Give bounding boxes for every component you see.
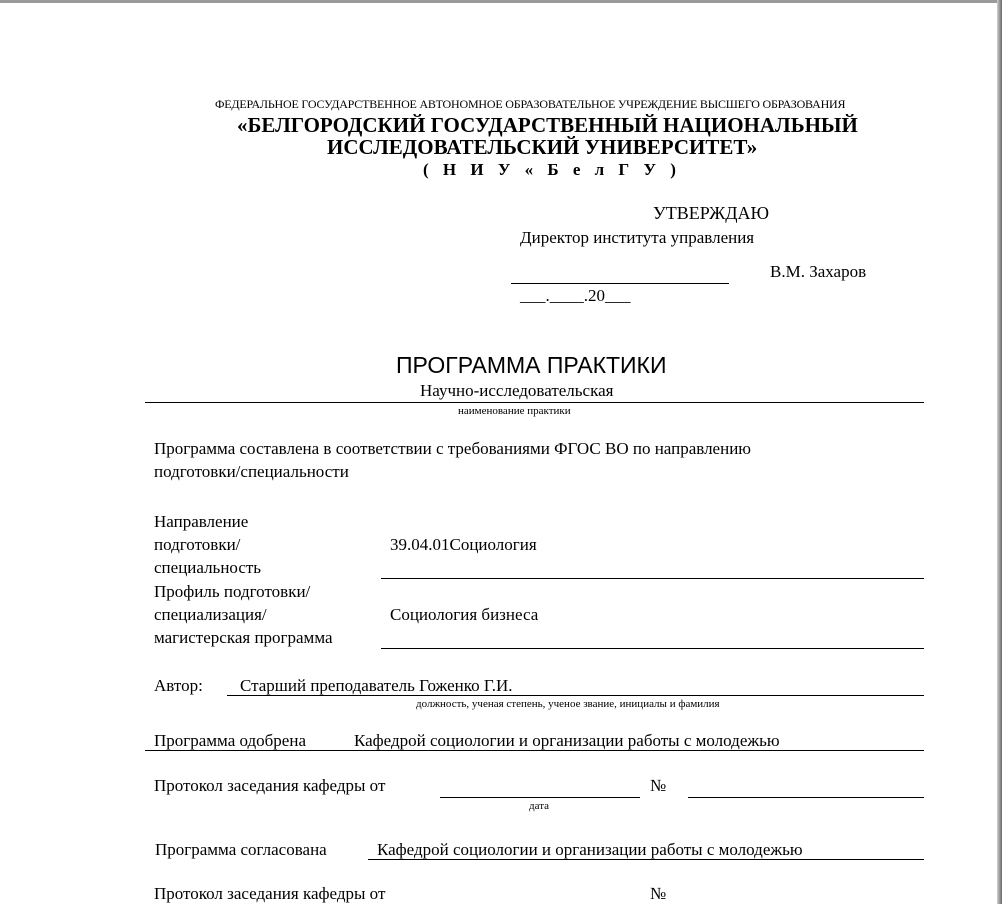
institution-type: ФЕДЕРАЛЬНОЕ ГОСУДАРСТВЕННОЕ АВТОНОМНОЕ ОБРАЗОВАТЕЛЬНОЕ УЧРЕЖДЕНИЕ ВЫСШЕГО ОБРАЗОВАНИЯ <box>215 97 846 111</box>
practice-name: Научно-исследовательская <box>420 381 614 400</box>
institution-abbr: ( Н И У « Б е л Г У ) <box>423 160 681 179</box>
protocol-label: Протокол заседания кафедры от <box>154 776 386 795</box>
page-right-edge <box>997 0 1002 904</box>
approved-value: Кафедрой социологии и организации работы с молодежью <box>354 731 780 750</box>
approved-line <box>145 750 924 751</box>
profile-label-3: магистерская программа <box>154 628 333 647</box>
compliance-line2: подготовки/специальности <box>154 462 349 481</box>
approver-position: Директор института управления <box>520 228 755 247</box>
profile-line <box>381 648 924 649</box>
practice-name-line <box>145 402 924 403</box>
profile-label-1: Профиль подготовки/ <box>154 582 311 601</box>
profile-label-2: специализация/ <box>154 605 267 624</box>
date-caption: дата <box>529 800 550 812</box>
signature-line <box>511 283 729 284</box>
protocol-number-line <box>688 797 924 798</box>
author-line <box>227 695 924 696</box>
approve-label: УТВЕРЖДАЮ <box>653 203 770 223</box>
protocol2-label: Протокол заседания кафедры от <box>154 884 386 903</box>
institution-name-line2: ИССЛЕДОВАТЕЛЬСКИЙ УНИВЕРСИТЕТ» <box>327 135 758 159</box>
program-title: ПРОГРАММА ПРАКТИКИ <box>396 352 667 378</box>
protocol-date-line <box>440 797 640 798</box>
protocol-number-sign: № <box>650 776 667 795</box>
direction-label-2: подготовки/ <box>154 535 241 554</box>
author-label: Автор: <box>154 676 203 695</box>
direction-label-3: специальность <box>154 558 262 577</box>
page-top-edge <box>0 0 1002 3</box>
agreed-value: Кафедрой социологии и организации работы с молодежью <box>377 840 803 859</box>
institution-name-line1: «БЕЛГОРОДСКИЙ ГОСУДАРСТВЕННЫЙ НАЦИОНАЛЬНЫЙ <box>237 113 858 137</box>
agreed-line <box>368 859 924 860</box>
profile-value: Социология бизнеса <box>390 605 539 624</box>
practice-caption: наименование практики <box>458 405 571 417</box>
approval-date: ___.____.20___ <box>520 286 631 305</box>
direction-label-1: Направление <box>154 512 249 531</box>
protocol2-number-sign: № <box>650 884 667 903</box>
direction-value: 39.04.01Социология <box>390 535 537 554</box>
author-caption: должность, ученая степень, ученое звание, инициалы и фамилия <box>416 698 720 710</box>
agreed-label: Программа согласована <box>155 840 327 859</box>
author-value: Старший преподаватель Гоженко Г.И. <box>240 676 513 695</box>
direction-line <box>381 578 924 579</box>
compliance-line1: Программа составлена в соответствии с требованиями ФГОС ВО по направлению <box>154 439 752 458</box>
approver-name: В.М. Захаров <box>770 262 867 281</box>
approved-label: Программа одобрена <box>154 731 306 750</box>
